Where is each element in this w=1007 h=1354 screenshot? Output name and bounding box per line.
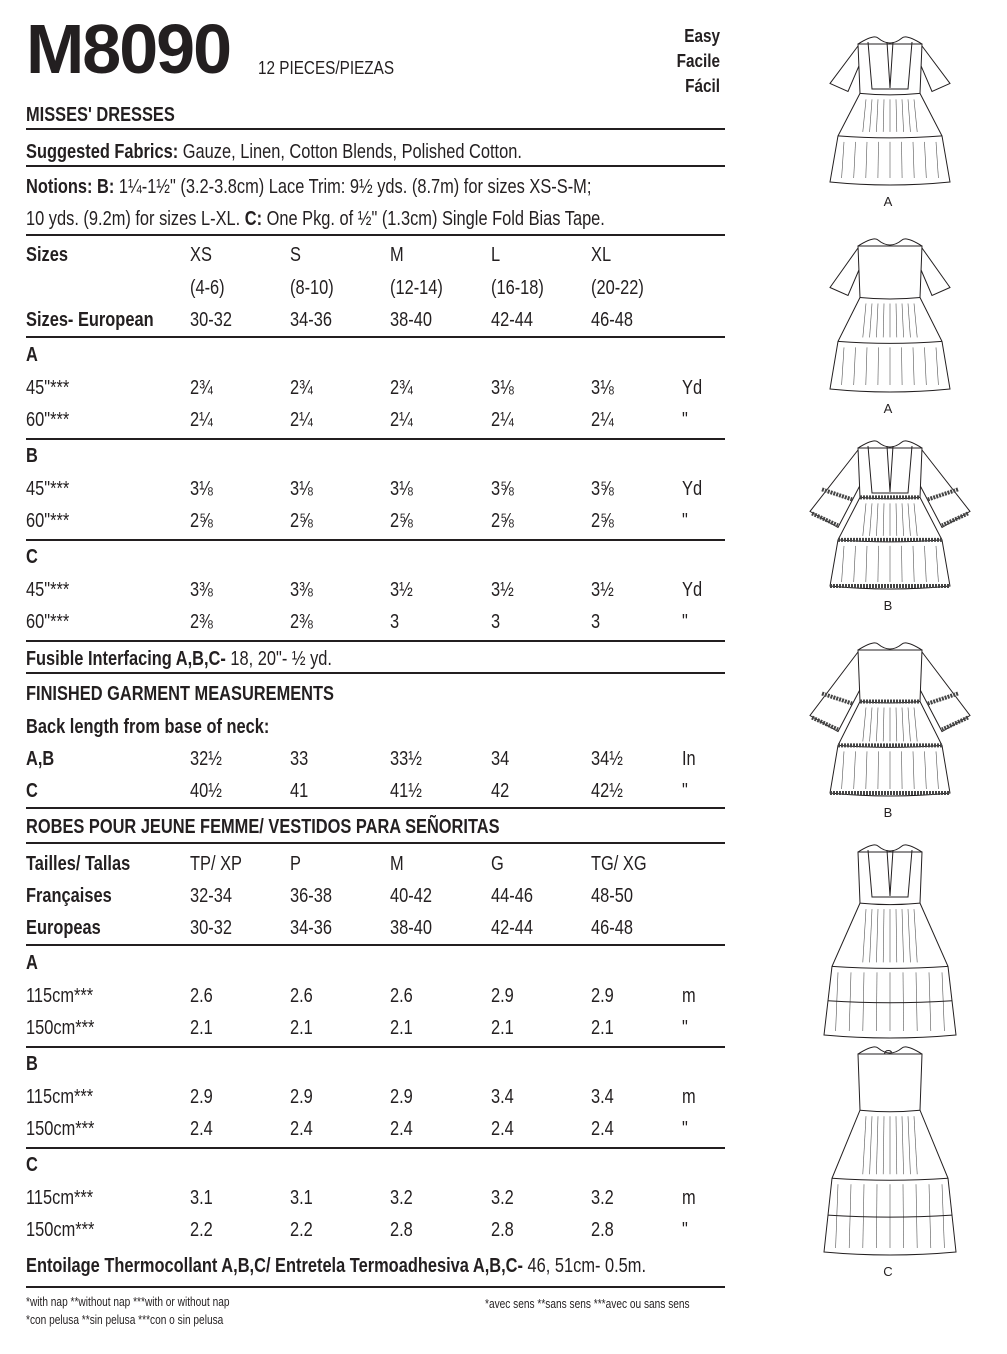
- yardage-value: 2¼: [591, 409, 614, 431]
- yardage-value: 3⅝: [591, 478, 614, 500]
- yardage-value: 3½: [591, 579, 614, 601]
- notions-line2-text: 10 yds. (9.2m) for sizes L-XL.: [26, 208, 241, 230]
- size-header: P: [290, 853, 301, 875]
- meterage-value: 3.4: [591, 1086, 614, 1108]
- yardage-value: 2⅝: [290, 510, 313, 532]
- divider: [26, 672, 725, 674]
- measurement-value: 40½: [190, 780, 222, 802]
- divider: [26, 165, 725, 167]
- measurement-value: 32½: [190, 748, 222, 770]
- footnote-fr: *avec sens **sans sens ***avec ou sans sens: [485, 1296, 690, 1311]
- fabric-width: 60"***: [26, 409, 70, 431]
- measurement-value: 33½: [390, 748, 422, 770]
- view-label: A: [26, 952, 38, 974]
- entoilage-value: 46, 51cm- 0.5m.: [527, 1255, 647, 1277]
- yardage-value: 2¼: [290, 409, 313, 431]
- pieces-count: 12 PIECES/PIEZAS: [258, 58, 395, 78]
- fabric-width: 150cm***: [26, 1017, 95, 1039]
- european-size: 42-44: [491, 917, 533, 939]
- meterage-value: 3.2: [390, 1187, 413, 1209]
- yardage-value: 3⅝: [491, 478, 514, 500]
- divider: [26, 640, 725, 642]
- fabric-width: 60"***: [26, 510, 70, 532]
- size-range: (4-6): [190, 277, 225, 299]
- view-label: C: [26, 780, 38, 802]
- yardage-value: 2¼: [190, 409, 213, 431]
- meterage-value: 2.6: [390, 985, 413, 1007]
- view-label: C: [883, 1264, 893, 1279]
- view-label: C: [26, 1154, 38, 1176]
- interfacing-label: Fusible Interfacing A,B,C-: [26, 648, 226, 670]
- meterage-value: 2.4: [591, 1118, 614, 1140]
- divider: [26, 842, 725, 844]
- unit-label: ": [682, 1017, 688, 1039]
- european-size: 34-36: [290, 309, 332, 331]
- entoilage-label: Entoilage Thermocollant A,B,C/ Entretela Termoadhesiva A,B,C-: [26, 1255, 523, 1277]
- fabric-width: 45"***: [26, 478, 70, 500]
- meterage-value: 3.4: [491, 1086, 514, 1108]
- divider: [26, 234, 725, 236]
- view-label: B: [883, 598, 893, 613]
- notions-c-text: One Pkg. of ½" (1.3cm) Single Fold Bias Tape.: [266, 208, 605, 230]
- size-header: TP/ XP: [190, 853, 242, 875]
- yardage-value: 3½: [491, 579, 514, 601]
- view-label: C: [26, 546, 38, 568]
- difficulty-label: [677, 24, 720, 99]
- dress-illustration-view-a-back: [800, 224, 980, 416]
- meterage-value: 2.9: [390, 1086, 413, 1108]
- unit-label: ": [682, 611, 688, 633]
- unit-label: ": [682, 780, 688, 802]
- meterage-value: 2.2: [190, 1219, 213, 1241]
- finished-measurements-title: FINISHED GARMENT MEASUREMENTS: [26, 683, 334, 705]
- yardage-value: 3⅛: [190, 478, 213, 500]
- yardage-value: 2⅝: [591, 510, 614, 532]
- size-range: (8-10): [290, 277, 334, 299]
- meterage-value: 2.8: [390, 1219, 413, 1241]
- divider: [26, 807, 725, 809]
- francaises-label: Françaises: [26, 885, 112, 907]
- size-header: M: [390, 853, 404, 875]
- meterage-value: 2.1: [491, 1017, 514, 1039]
- meterage-value: 2.1: [390, 1017, 413, 1039]
- meterage-value: 3.1: [290, 1187, 313, 1209]
- yardage-value: 3½: [390, 579, 413, 601]
- yardage-value: 3⅛: [390, 478, 413, 500]
- yardage-value: 3⅜: [190, 579, 213, 601]
- dress-illustration-view-b-front: [800, 426, 980, 613]
- unit-label: Yd: [682, 377, 703, 399]
- meterage-value: 3.2: [491, 1187, 514, 1209]
- view-label: B: [26, 1053, 38, 1075]
- meterage-value: 2.4: [290, 1118, 313, 1140]
- french-size: 32-34: [190, 885, 232, 907]
- unit-label: ": [682, 1118, 688, 1140]
- french-size: 36-38: [290, 885, 332, 907]
- pattern-number: M8090: [26, 10, 231, 88]
- measurement-value: 42½: [591, 780, 623, 802]
- size-header: G: [491, 853, 504, 875]
- footnote-es: *con pelusa **sin pelusa ***con o sin pelusa: [26, 1312, 224, 1327]
- meterage-value: 2.8: [591, 1219, 614, 1241]
- fabric-width: 45"***: [26, 579, 70, 601]
- size-header: M: [390, 244, 404, 266]
- yardage-value: 2¾: [390, 377, 413, 399]
- meterage-value: 2.9: [591, 985, 614, 1007]
- fabric-width: 150cm***: [26, 1219, 95, 1241]
- meterage-value: 2.1: [290, 1017, 313, 1039]
- yardage-value: 3: [491, 611, 501, 633]
- meterage-value: 3.1: [190, 1187, 213, 1209]
- view-label: A: [883, 401, 893, 416]
- notions-label: Notions:: [26, 176, 93, 198]
- measurement-value: 42: [491, 780, 510, 802]
- french-size: 48-50: [591, 885, 633, 907]
- sizes-label: Sizes: [26, 244, 68, 266]
- yardage-value: 3⅛: [290, 478, 313, 500]
- fabric-width: 45"***: [26, 377, 70, 399]
- yardage-value: 2¼: [491, 409, 514, 431]
- measurement-value: 41: [290, 780, 309, 802]
- size-header: XL: [591, 244, 612, 266]
- dress-illustration-view-b-back: [800, 628, 980, 820]
- back-length-subtitle: Back length from base of neck:: [26, 716, 270, 738]
- notions-b-label: B:: [97, 176, 115, 198]
- notions-line-2: [26, 207, 605, 231]
- unit-label: Yd: [682, 579, 703, 601]
- notions-c-label: C:: [244, 208, 263, 230]
- view-label: A: [883, 194, 893, 209]
- size-header: S: [290, 244, 301, 266]
- fabric-width: 115cm***: [26, 1187, 94, 1209]
- unit-label: Yd: [682, 478, 703, 500]
- europeas-label: Europeas: [26, 917, 101, 939]
- yardage-value: 3⅜: [290, 579, 313, 601]
- measurement-value: 34½: [591, 748, 623, 770]
- yardage-value: 2¾: [190, 377, 213, 399]
- size-header: L: [491, 244, 501, 266]
- meterage-value: 2.6: [290, 985, 313, 1007]
- fabric-width: 60"***: [26, 611, 70, 633]
- yardage-value: 3: [591, 611, 601, 633]
- divider: [26, 1046, 725, 1048]
- divider: [26, 1286, 725, 1288]
- divider: [26, 128, 725, 130]
- unit-label: m: [682, 1086, 696, 1108]
- european-size: 38-40: [390, 309, 432, 331]
- unit-label: ": [682, 1219, 688, 1241]
- yardage-value: 2⅝: [491, 510, 514, 532]
- meterage-value: 2.1: [591, 1017, 614, 1039]
- yardage-value: 2⅝: [190, 510, 213, 532]
- european-sizes-label: Sizes- European: [26, 309, 154, 331]
- european-size: 34-36: [290, 917, 332, 939]
- yardage-value: 3: [390, 611, 400, 633]
- yardage-value: 2¼: [390, 409, 413, 431]
- divider: [26, 1147, 725, 1149]
- european-size: 46-48: [591, 309, 633, 331]
- section-title: MISSES' DRESSES: [26, 104, 175, 126]
- suggested-fabrics: [26, 140, 522, 164]
- yardage-value: 3⅛: [591, 377, 614, 399]
- european-size: 42-44: [491, 309, 533, 331]
- size-range: (20-22): [591, 277, 644, 299]
- difficulty-es: Fácil: [685, 76, 720, 96]
- meterage-value: 2.9: [190, 1086, 213, 1108]
- size-header: TG/ XG: [591, 853, 647, 875]
- meterage-value: 2.2: [290, 1219, 313, 1241]
- yardage-value: 2¾: [290, 377, 313, 399]
- difficulty-fr: Facile: [676, 51, 720, 71]
- view-label: A,B: [26, 748, 55, 770]
- divider: [26, 336, 725, 338]
- view-label: A: [26, 344, 38, 366]
- yardage-value: 2⅝: [390, 510, 413, 532]
- dress-illustration-view-c-front: [800, 830, 980, 1045]
- unit-label: In: [682, 748, 696, 770]
- divider: [26, 438, 725, 440]
- unit-label: ": [682, 510, 688, 532]
- unit-label: ": [682, 409, 688, 431]
- european-size: 46-48: [591, 917, 633, 939]
- meterage-value: 2.4: [190, 1118, 213, 1140]
- unit-label: m: [682, 1187, 696, 1209]
- measurement-value: 33: [290, 748, 309, 770]
- fusible-interfacing: [26, 647, 332, 671]
- fabric-width: 150cm***: [26, 1118, 95, 1140]
- entoilage-interfacing: [26, 1254, 646, 1278]
- size-range: (12-14): [390, 277, 443, 299]
- notions-b-text: 1¼-1½" (3.2-3.8cm) Lace Trim: 9½ yds. (8.7m) for sizes XS-S-M;: [118, 176, 592, 198]
- french-size: 44-46: [491, 885, 533, 907]
- fabrics-label: Suggested Fabrics:: [26, 141, 179, 163]
- yardage-value: 3⅛: [491, 377, 514, 399]
- divider: [26, 944, 725, 946]
- european-size: 30-32: [190, 917, 232, 939]
- interfacing-value: 18, 20"- ½ yd.: [230, 648, 332, 670]
- european-size: 38-40: [390, 917, 432, 939]
- meterage-value: 2.8: [491, 1219, 514, 1241]
- meterage-value: 2.9: [491, 985, 514, 1007]
- french-size: 40-42: [390, 885, 432, 907]
- metric-section-title: ROBES POUR JEUNE FEMME/ VESTIDOS PARA SEÑORITAS: [26, 816, 500, 838]
- measurement-value: 34: [491, 748, 510, 770]
- difficulty-en: Easy: [684, 26, 720, 46]
- meterage-value: 2.4: [491, 1118, 514, 1140]
- size-header: XS: [190, 244, 212, 266]
- notions-line-1: [26, 175, 591, 199]
- size-range: (16-18): [491, 277, 544, 299]
- fabric-width: 115cm***: [26, 1086, 94, 1108]
- fabric-width: 115cm***: [26, 985, 94, 1007]
- view-label: B: [26, 445, 38, 467]
- dress-illustration-view-a-front: [800, 22, 980, 209]
- measurement-value: 41½: [390, 780, 422, 802]
- tailles-label: Tailles/ Tallas: [26, 853, 131, 875]
- fabrics-value: Gauze, Linen, Cotton Blends, Polished Cotton.: [182, 141, 522, 163]
- european-size: 30-32: [190, 309, 232, 331]
- footnote-en: *with nap **without nap ***with or without nap: [26, 1294, 230, 1309]
- meterage-value: 3.2: [591, 1187, 614, 1209]
- meterage-value: 2.6: [190, 985, 213, 1007]
- unit-label: m: [682, 985, 696, 1007]
- view-label: B: [883, 805, 893, 820]
- dress-illustration-view-c-back: [800, 1032, 980, 1279]
- yardage-value: 2⅜: [190, 611, 213, 633]
- meterage-value: 2.1: [190, 1017, 213, 1039]
- meterage-value: 2.9: [290, 1086, 313, 1108]
- divider: [26, 539, 725, 541]
- meterage-value: 2.4: [390, 1118, 413, 1140]
- yardage-value: 2⅜: [290, 611, 313, 633]
